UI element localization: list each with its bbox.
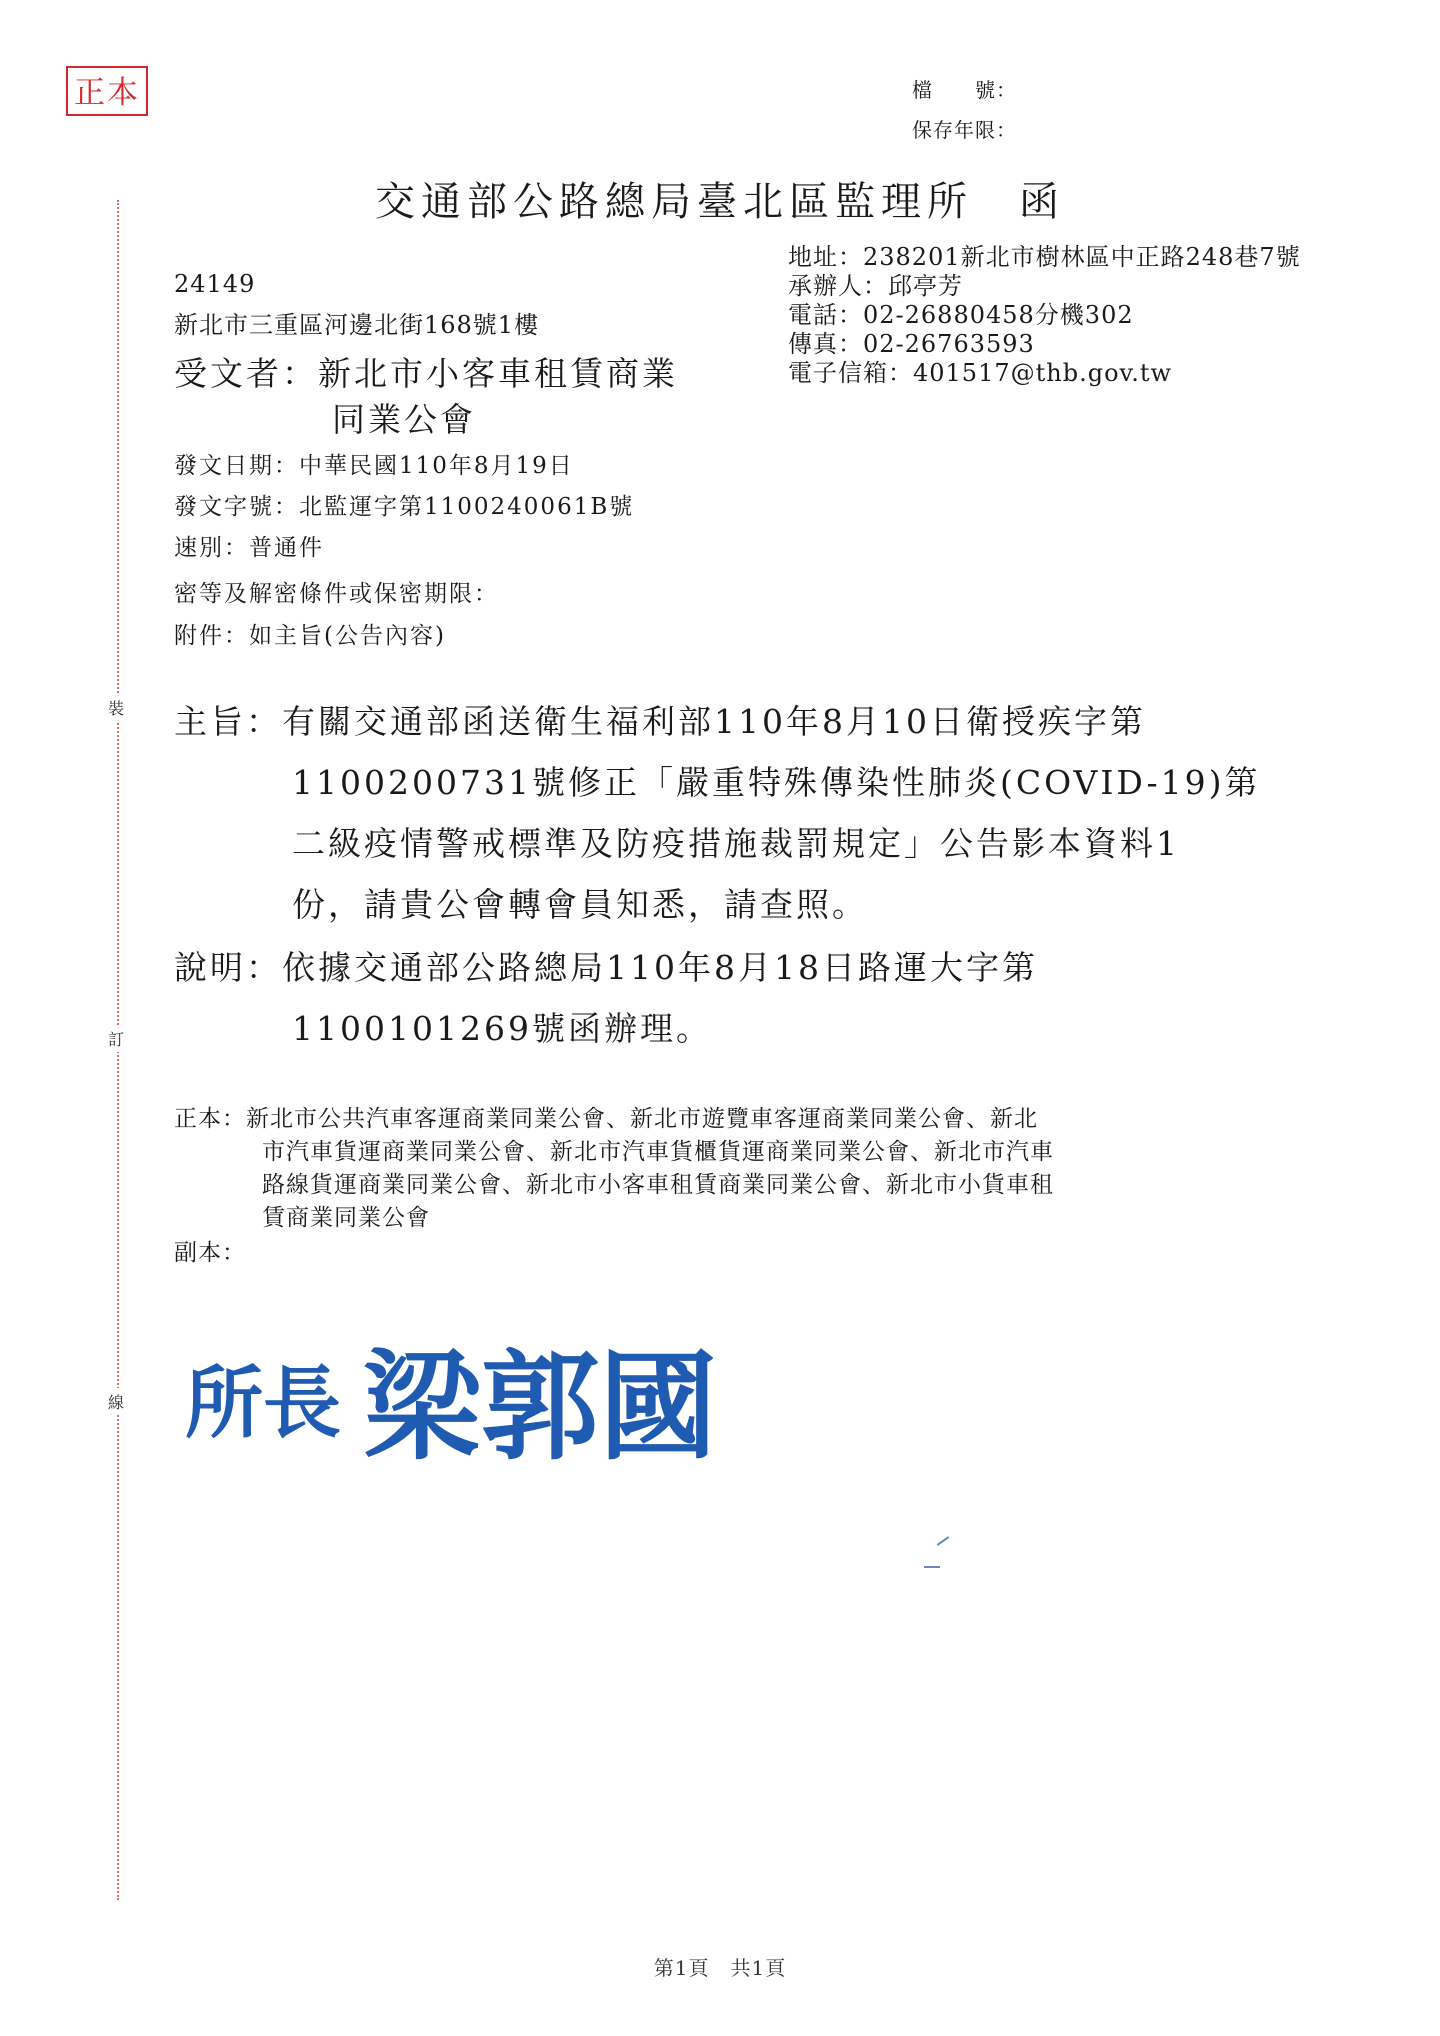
- subject-line-2: 1100200731號修正「嚴重特殊傳染性肺炎(COVID-19)第: [292, 763, 1261, 802]
- sender-address: 地址：238201新北市樹林區中正路248巷7號: [788, 243, 1301, 271]
- subject-line-4: 份，請貴公會轉會員知悉，請查照。: [292, 885, 868, 924]
- director-signature: [185, 1318, 745, 1468]
- recipient-postal-code: 24149: [174, 270, 256, 298]
- file-number: 檔 號：: [912, 78, 1017, 102]
- attachment: 附件：如主旨(公告內容): [174, 623, 446, 649]
- original-recipients-line4: 賃商業同業公會: [262, 1205, 430, 1231]
- sender-fax: 傳真：02-26763593: [788, 330, 1035, 358]
- signature-name: 梁郭國: [363, 1337, 718, 1468]
- original-copy-stamp: 正本: [66, 66, 148, 116]
- binding-mark-xian: 線: [108, 1388, 124, 1415]
- binding-mark-ding: 訂: [108, 1025, 124, 1052]
- original-recipients-line2: 市汽車貨運商業同業公會、新北市汽車貨櫃貨運商業同業公會、新北市汽車: [262, 1139, 1054, 1165]
- binding-mark-zhuang: 裝: [108, 694, 124, 721]
- recipient-address: 新北市三重區河邊北街168號1樓: [174, 311, 540, 339]
- scan-speck: [924, 1566, 940, 1568]
- secrecy-level: 密等及解密條件或保密期限：: [174, 581, 499, 607]
- issue-date: 發文日期：中華民國110年8月19日: [174, 453, 574, 479]
- subject-line-3: 二級疫情警戒標準及防疫措施裁罰規定」公告影本資料1: [292, 824, 1180, 863]
- recipient-name-line1: 受文者：新北市小客車租賃商業: [174, 354, 678, 393]
- explanation-line-1: 說明：依據交通部公路總局110年8月18日路運大字第: [174, 948, 1038, 987]
- original-recipients-line3: 路線貨運商業同業公會、新北市小客車租賃商業同業公會、新北市小貨車租: [262, 1172, 1054, 1198]
- page-number: 第1頁 共1頁: [653, 1956, 787, 1980]
- document-number: 發文字號：北監運字第1100240061B號: [174, 494, 635, 520]
- explanation-line-2: 1100101269號函辦理。: [292, 1009, 712, 1048]
- copy-recipients: 副本：: [174, 1240, 246, 1266]
- speed-category: 速別：普通件: [174, 535, 324, 561]
- retention-period: 保存年限：: [912, 118, 1017, 142]
- sender-email: 電子信箱：401517@thb.gov.tw: [788, 359, 1173, 387]
- sender-phone: 電話：02-26880458分機302: [788, 301, 1134, 329]
- subject-line-1: 主旨：有關交通部函送衛生福利部110年8月10日衛授疾字第: [174, 702, 1146, 741]
- document-title: 交通部公路總局臺北區監理所 函: [375, 179, 1065, 225]
- recipient-name-line2: 同業公會: [332, 400, 476, 439]
- scan-speck: [937, 1536, 950, 1546]
- signature-title: 所長: [185, 1358, 342, 1449]
- sender-officer: 承辦人：邱亭芳: [788, 272, 963, 300]
- original-recipients-line1: 正本：新北市公共汽車客運商業同業公會、新北市遊覽車客運商業同業公會、新北: [174, 1106, 1038, 1132]
